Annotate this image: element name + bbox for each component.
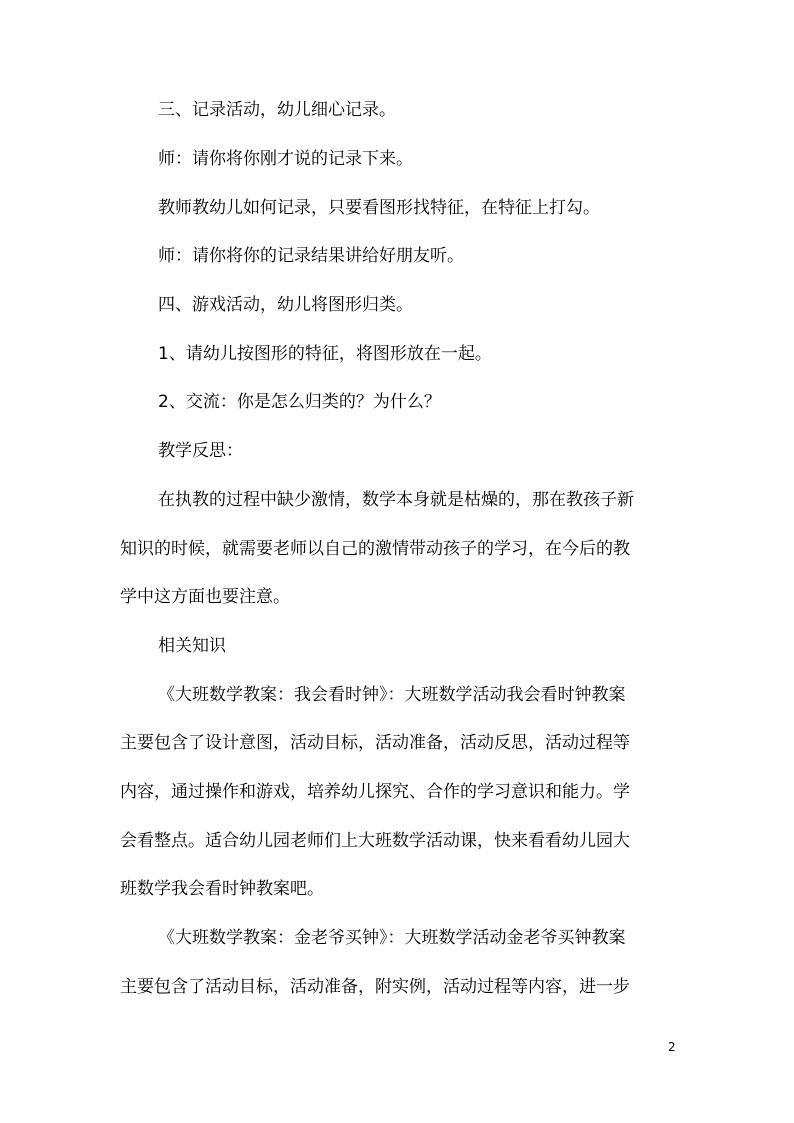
related-item-1-line-3: 内容，通过操作和游戏，培养幼儿探究、合作的学习意识和能力。学 — [120, 782, 630, 802]
page-number: 2 — [668, 1040, 676, 1054]
related-item-1-line-1: 《大班数学教案：我会看时钟》：大班数学活动我会看时钟教案 — [158, 685, 626, 705]
related-item-1-line-4: 会看整点。适合幼儿园老师们上大班数学活动课，快来看看幼儿园大 — [120, 831, 630, 851]
related-item-2-line-1: 《大班数学教案：金老爷买钟》：大班数学活动金老爷买钟教案 — [158, 928, 626, 948]
related-item-2-line-2: 主要包含了活动目标，活动准备，附实例，活动过程等内容，进一步 — [120, 977, 630, 997]
section-four-heading: 四、游戏活动，幼儿将图形归类。 — [158, 295, 413, 315]
related-item-1-line-2: 主要包含了设计意图，活动目标，活动准备，活动反思，活动过程等 — [120, 733, 630, 753]
reflection-paragraph-line-3: 学中这方面也要注意。 — [120, 587, 290, 607]
step-one: 1、请幼儿按图形的特征，将图形放在一起。 — [158, 344, 492, 364]
section-three-heading: 三、记录活动，幼儿细心记录。 — [158, 100, 396, 120]
reflection-paragraph-line-2: 知识的时候，就需要老师以自己的激情带动孩子的学习，在今后的教 — [120, 539, 630, 559]
teacher-prompt-share: 师：请你将你的记录结果讲给好朋友听。 — [158, 246, 464, 266]
teacher-instruction: 教师教幼儿如何记录，只要看图形找特征，在特征上打勾。 — [158, 198, 600, 218]
related-knowledge-heading: 相关知识 — [158, 636, 226, 656]
step-two: 2、交流：你是怎么归类的？为什么？ — [158, 392, 441, 412]
related-item-1-line-5: 班数学我会看时钟教案吧。 — [120, 879, 324, 899]
reflection-heading: 教学反思： — [158, 441, 243, 461]
teacher-prompt-record: 师：请你将你刚才说的记录下来。 — [158, 149, 413, 169]
reflection-paragraph-line-1: 在执教的过程中缺少激情，数学本身就是枯燥的，那在教孩子新 — [158, 490, 634, 510]
